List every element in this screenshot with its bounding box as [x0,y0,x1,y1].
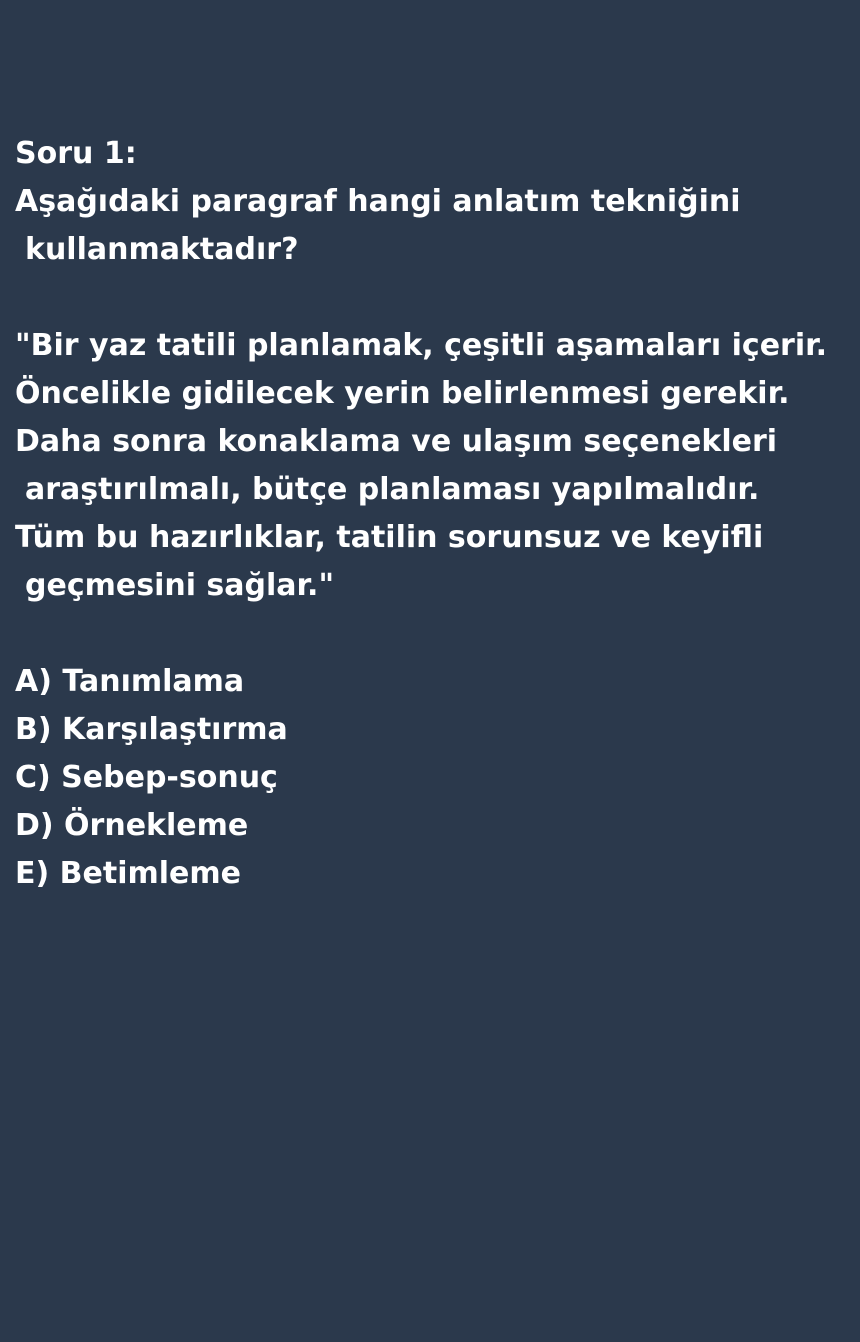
option-b: B) Karşılaştırma [15,712,288,747]
paragraph-line: "Bir yaz tatili planlamak, çeşitli aşamaları içerir. [15,328,828,363]
option-a: A) Tanımlama [15,664,245,699]
question-prompt [15,178,850,274]
answer-options [15,658,850,898]
paragraph-line: Daha sonra konaklama ve ulaşım seçenekleri [15,424,778,459]
question-paragraph [15,322,850,610]
prompt-line: kullanmaktadır? [25,232,299,267]
option-d: D) Örnekleme [15,808,249,843]
paragraph-line: Öncelikle gidilecek yerin belirlenmesi gerekir. [15,376,790,411]
option-e: E) Betimleme [15,856,241,891]
paragraph-line: Tüm bu hazırlıklar, tatilin sorunsuz ve keyifli [15,520,764,555]
question-card [15,130,850,898]
spacer [15,274,850,322]
option-c: C) Sebep-sonuç [15,760,278,795]
question-number: Soru 1: [15,136,137,171]
paragraph-line: geçmesini sağlar." [25,568,335,603]
prompt-line: Aşağıdaki paragraf hangi anlatım tekniğini [15,184,741,219]
spacer [15,610,850,658]
paragraph-line: araştırılmalı, bütçe planlaması yapılmalıdır. [25,472,760,507]
